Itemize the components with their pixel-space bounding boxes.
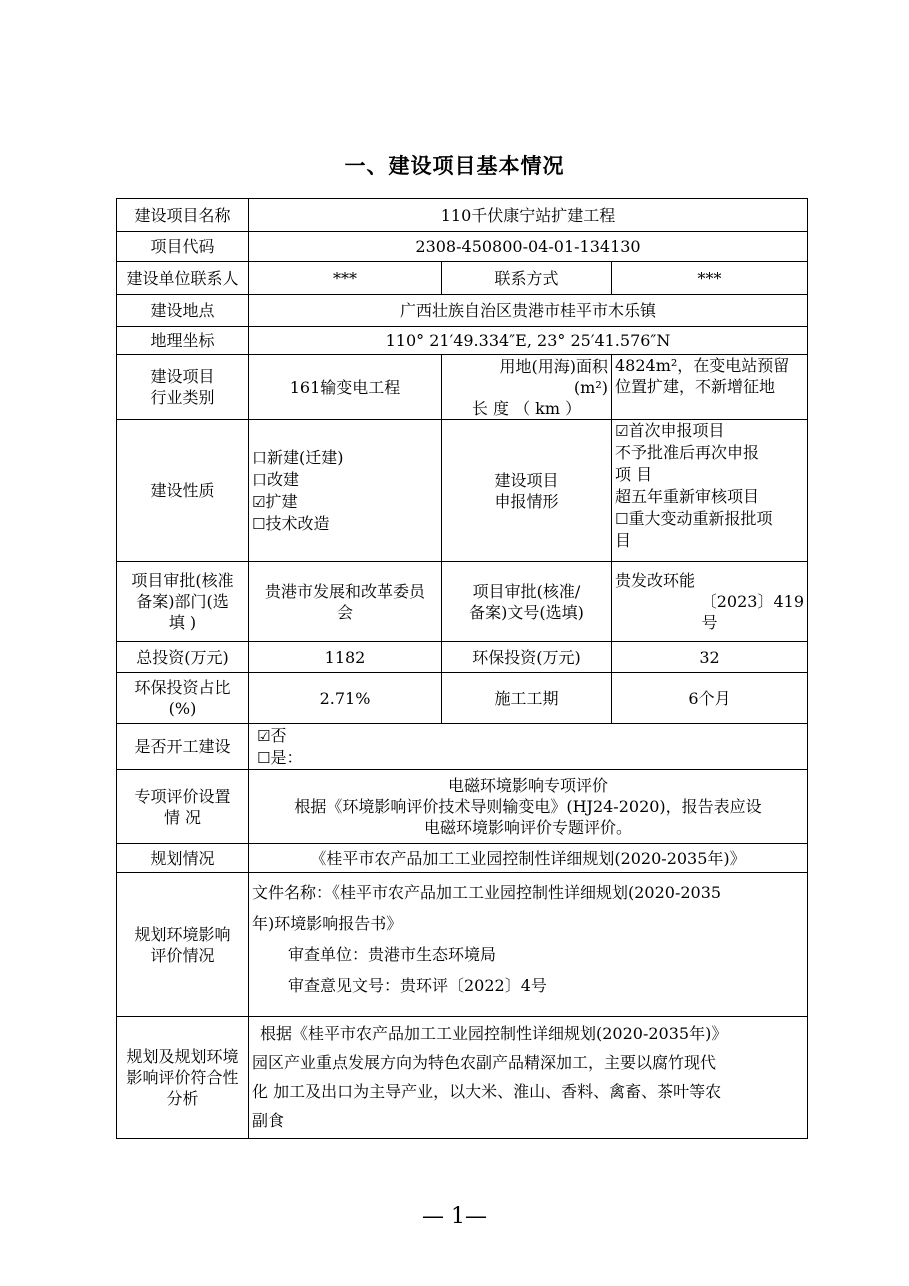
label-land-area — [442, 355, 612, 420]
declaration-options — [612, 420, 808, 562]
row-nature — [117, 420, 808, 562]
label-plan-env: 规划环境影响 评价情况 — [117, 873, 249, 1017]
row-coordinates — [117, 327, 808, 355]
row-contact — [117, 262, 808, 295]
label-env-ratio: 环保投资占比 (%) — [117, 673, 249, 724]
row-project-name — [117, 199, 808, 232]
label-coordinates: 地理坐标 — [117, 327, 249, 355]
row-approval — [117, 562, 808, 642]
value-coordinates: 110° 21′49.334″E, 23° 25′41.576″N — [249, 327, 808, 355]
label-industry-line: 行业类别 — [150, 388, 215, 407]
option-started: ☐是： — [257, 747, 303, 767]
checkbox-icon: ☐ — [257, 748, 271, 767]
row-project-code — [117, 232, 808, 262]
value-total-investment: 1182 — [249, 642, 442, 673]
value-project-name: 110千伏康宁站扩建工程 — [249, 199, 808, 232]
value-contact-person: *** — [249, 262, 442, 295]
value-construction-period: 6个月 — [612, 673, 808, 724]
row-special-eval — [117, 770, 808, 844]
label-construction-nature: 建设性质 — [117, 420, 249, 562]
value-project-code: 2308-450800-04-01-134130 — [249, 232, 808, 262]
label-project-code: 项目代码 — [117, 232, 249, 262]
label-declaration-line: 建设项目 — [494, 470, 559, 490]
value-conformity: 根据《桂平市农产品加工工业园控制性详细规划(2020-2035年)》 园区产业重点发展方向为特色农副产品精深加工，主要以腐竹现代 化 加工及出口为主导产业，以大米、淮山、香料、禽畜、茶叶等农 副食 — [249, 1017, 808, 1139]
project-info-table — [116, 198, 808, 1139]
label-land-area-line: 用地(用海)面积 — [499, 356, 608, 376]
row-industry — [117, 355, 808, 420]
value-env-investment: 32 — [612, 642, 808, 673]
option-first-declaration: ☑首次申报项目 — [615, 421, 725, 440]
value-land-area-line: 4824m²，在变电站预留 — [615, 356, 790, 375]
value-plan: 《桂平市农产品加工工业园控制性详细规划(2020-2035年)》 — [249, 844, 808, 873]
checkbox-icon: 口 — [252, 448, 268, 467]
checkbox-checked-icon: ☑ — [615, 422, 629, 440]
value-special-eval: 电磁环境影响专项评价 根据《环境影响评价技术导则输变电》(HJ24-2020)，报告表应设 电磁环境影响评价专题评价。 — [249, 770, 808, 844]
page-title: 一、建设项目基本情况 — [344, 154, 565, 178]
row-investment — [117, 642, 808, 673]
label-declaration — [442, 420, 612, 562]
label-started: 是否开工建设 — [117, 724, 249, 770]
label-construction-period: 施工工期 — [442, 673, 612, 724]
value-plan-env: 文件名称：《桂平市农产品加工工业园控制性详细规划(2020-2035 年)环境影响报告书》 审查单位：贵港市生态环境局 审查意见文号：贵环评〔2022〕4号 — [249, 873, 808, 1017]
option-not-started: ☑否 — [257, 725, 287, 745]
option-expand: ☑扩建 — [252, 491, 298, 511]
nature-options — [249, 420, 442, 562]
row-conformity — [117, 1017, 808, 1139]
checkbox-checked-icon: ☑ — [252, 492, 266, 511]
label-contact-person: 建设单位联系人 — [117, 262, 249, 295]
option-rebuild: 口改建 — [252, 469, 300, 489]
option-redeclare: 不予批准后再次申报 — [615, 443, 760, 462]
label-project-name: 建设项目名称 — [117, 199, 249, 232]
checkbox-icon: ☐ — [252, 514, 266, 533]
row-plan-env — [117, 873, 808, 1017]
page-number: — 1— — [422, 1204, 487, 1229]
value-location: 广西壮族自治区贵港市桂平市木乐镇 — [249, 295, 808, 327]
label-land-area-line: (m²) — [573, 377, 608, 397]
row-started — [117, 724, 808, 770]
value-industry: 161输变电工程 — [249, 355, 442, 420]
label-total-investment: 总投资(万元) — [117, 642, 249, 673]
row-ratio — [117, 673, 808, 724]
started-options — [249, 724, 808, 770]
checkbox-icon: ☐ — [615, 510, 629, 528]
label-location: 建设地点 — [117, 295, 249, 327]
row-location — [117, 295, 808, 327]
label-conformity: 规划及规划环境 影响评价符合性 分析 — [117, 1017, 249, 1139]
label-env-investment: 环保投资(万元) — [442, 642, 612, 673]
option-tech-upgrade: ☐技术改造 — [252, 513, 330, 533]
label-approval-number: 项目审批(核准/ 备案)文号(选填) — [442, 562, 612, 642]
value-approval-number: 贵发改环能 〔2023〕419 号 — [612, 562, 808, 642]
value-contact-method: *** — [612, 262, 808, 295]
label-special-eval: 专项评价设置 情 况 — [117, 770, 249, 844]
label-contact-method: 联系方式 — [442, 262, 612, 295]
value-approval-dept: 贵港市发展和改革委员 会 — [249, 562, 442, 642]
option-five-year-review: 超五年重新审核项目 — [615, 487, 760, 506]
row-plan — [117, 844, 808, 873]
value-land-area-line: 位置扩建，不新增征地 — [615, 377, 776, 396]
label-approval-dept: 项目审批(核准 备案)部门(选 填 ) — [117, 562, 249, 642]
option-redeclare-cont: 项 目 — [615, 465, 653, 484]
checkbox-icon: 口 — [252, 470, 268, 489]
value-env-ratio: 2.71% — [249, 673, 442, 724]
label-industry — [117, 355, 249, 420]
label-industry-line: 建设项目 — [150, 367, 215, 386]
label-land-area-line: 长 度 （ km ） — [471, 398, 582, 418]
label-declaration-line: 申报情形 — [494, 491, 559, 511]
value-land-area — [612, 355, 808, 420]
option-new-build: 口新建(迁建) — [252, 447, 344, 467]
label-plan: 规划情况 — [117, 844, 249, 873]
option-major-change-cont: 目 — [615, 531, 632, 550]
checkbox-checked-icon: ☑ — [257, 726, 271, 745]
option-major-change: ☐重大变动重新报批项 — [615, 509, 773, 528]
